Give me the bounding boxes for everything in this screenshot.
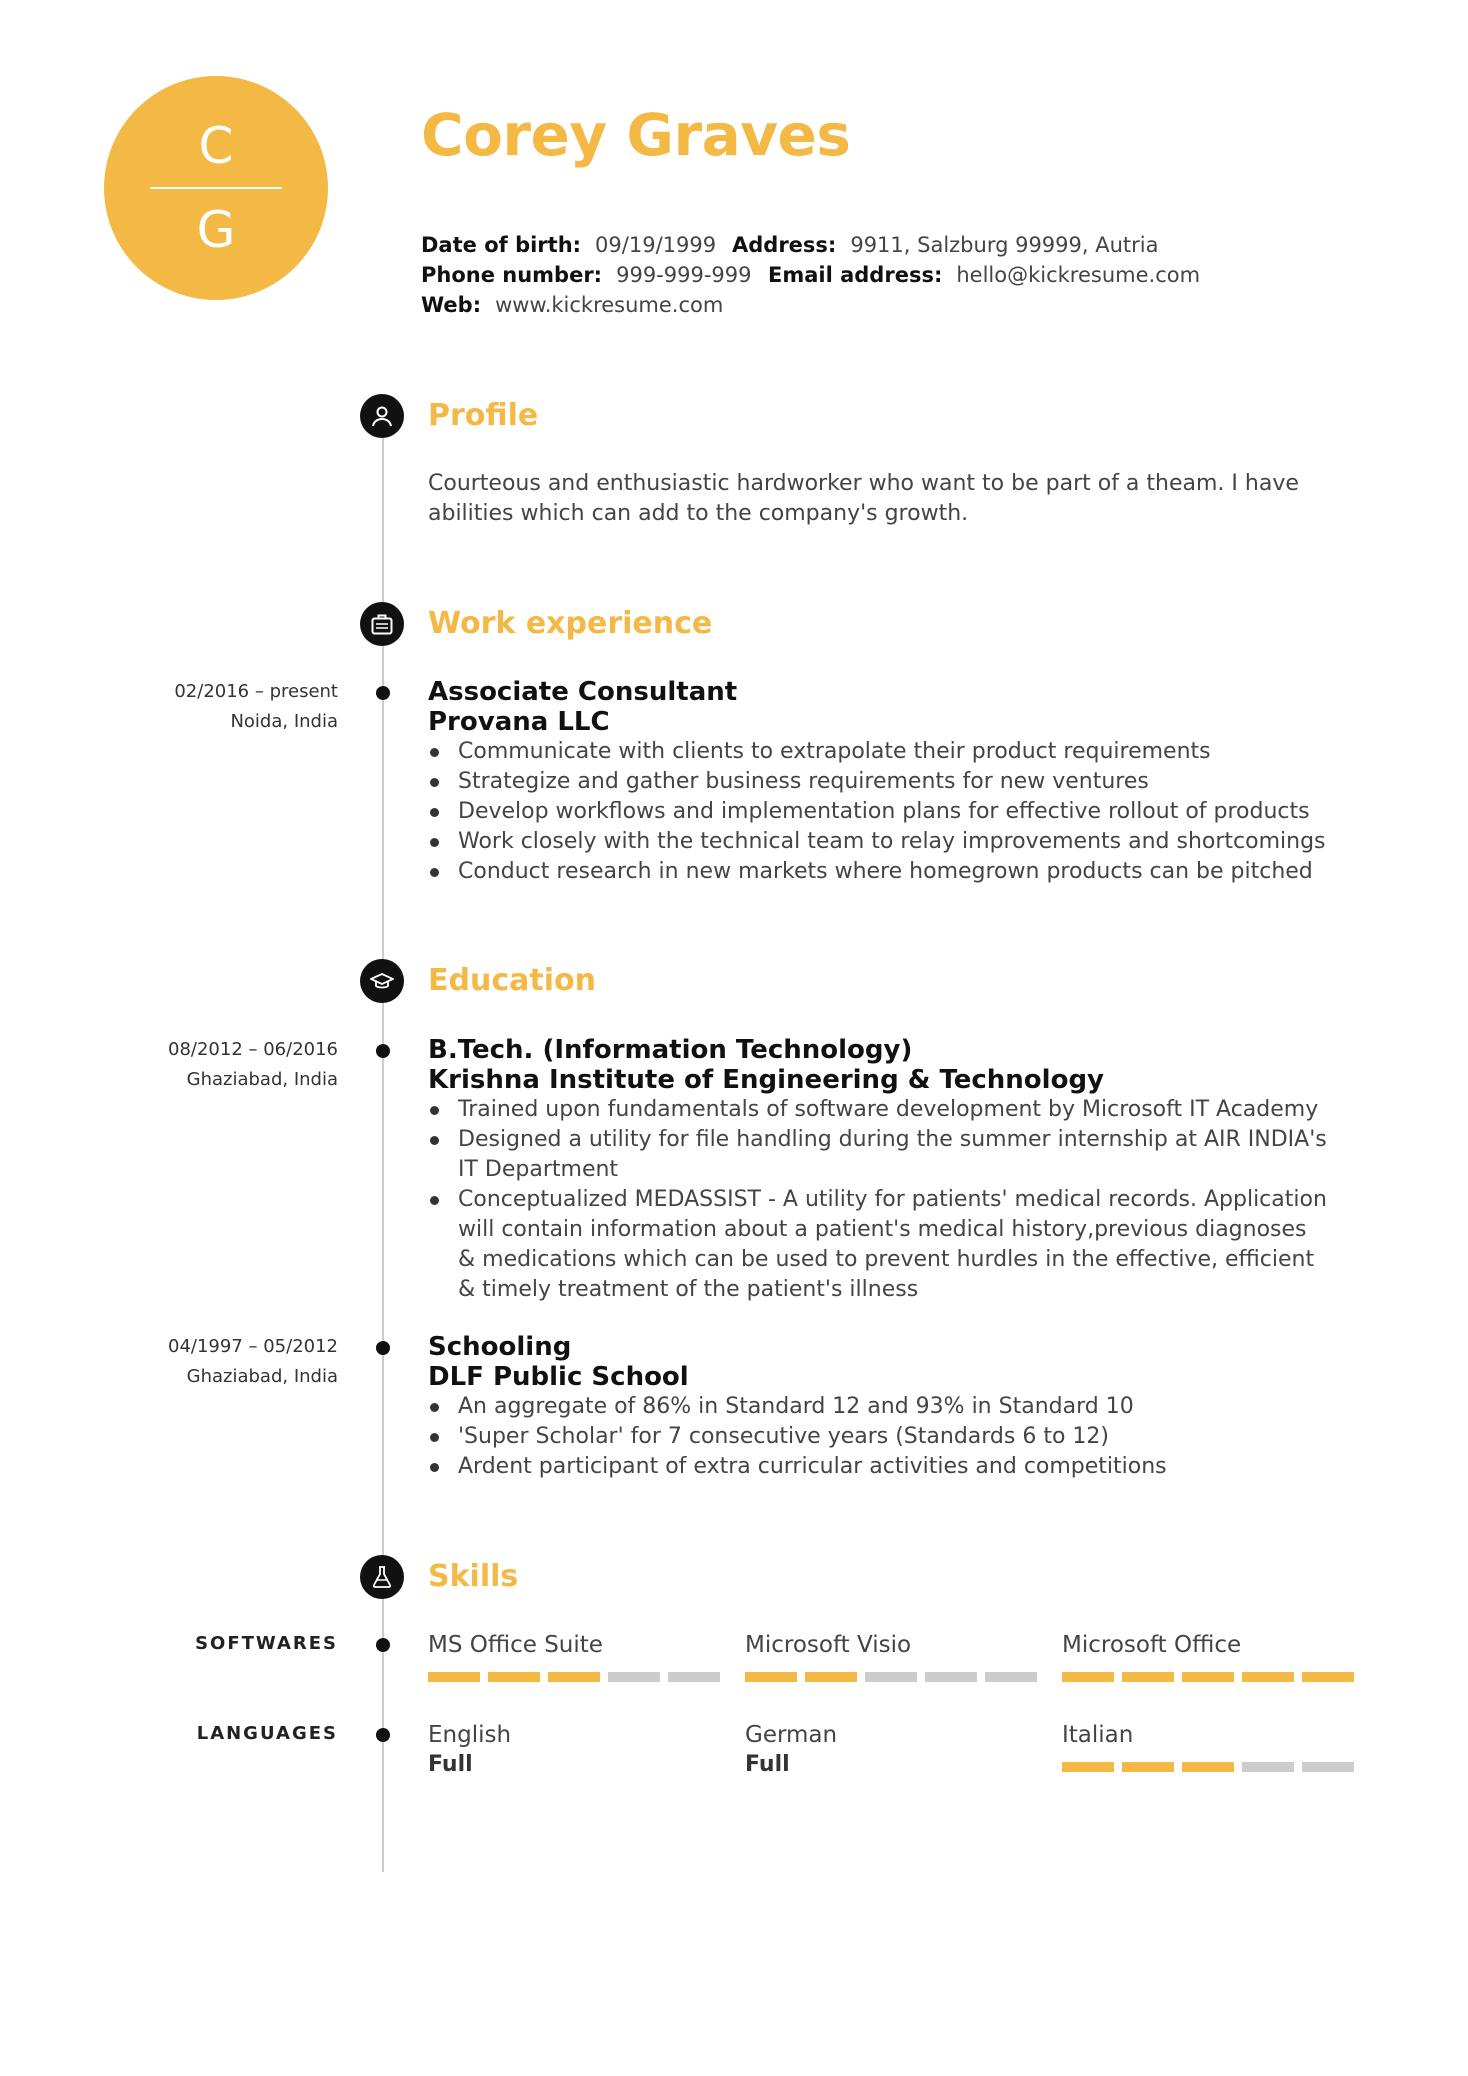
education-bullets xyxy=(428,1095,1328,1305)
skills-category-softwares: SOFTWARES xyxy=(195,1633,338,1654)
candidate-name: Corey Graves xyxy=(421,101,851,169)
work-dates: 02/2016 – present xyxy=(174,681,338,702)
education-institution: Krishna Institute of Engineering & Technology xyxy=(428,1065,1104,1095)
skill-name: Microsoft Visio xyxy=(745,1632,912,1658)
monogram-avatar xyxy=(104,76,328,300)
list-item: Designed a utility for file handling during the summer internship at AIR INDIA's IT Department xyxy=(428,1125,1328,1185)
education-institution: DLF Public School xyxy=(428,1362,689,1392)
section-title-skills: Skills xyxy=(428,1559,519,1594)
web-label: Web: xyxy=(421,293,482,317)
skill-level-segment xyxy=(1242,1762,1294,1772)
language-name: German xyxy=(745,1722,838,1748)
contact-dob xyxy=(421,230,716,260)
skill-level-bar xyxy=(1062,1672,1354,1682)
education-location: Ghaziabad, India xyxy=(186,1069,338,1090)
list-item: Work closely with the technical team to relay improvements and shortcomings xyxy=(428,827,1328,857)
address-label: Address: xyxy=(732,233,837,257)
language-level: Full xyxy=(745,1752,790,1777)
contact-phone xyxy=(421,260,752,290)
list-item: Communicate with clients to extrapolate their product requirements xyxy=(428,737,1328,767)
skill-level-segment xyxy=(1182,1762,1234,1772)
profile-summary: Courteous and enthusiastic hardworker who want to be part of a theam. I have abilities which can add to the company's growth. xyxy=(428,471,1299,526)
graduation-cap-icon xyxy=(360,959,404,1003)
work-bullets xyxy=(428,737,1328,887)
list-item: An aggregate of 86% in Standard 12 and 93% in Standard 10 xyxy=(428,1392,1328,1422)
skill-level-bar xyxy=(745,1672,1037,1682)
education-bullets xyxy=(428,1392,1328,1482)
education-degree: B.Tech. (Information Technology) xyxy=(428,1035,913,1065)
list-item: Strategize and gather business requirements for new ventures xyxy=(428,767,1328,797)
skill-level-segment xyxy=(1242,1672,1294,1682)
list-item: Conceptualized MEDASSIST - A utility for patients' medical records. Application will contain information about a patient's medical history,previous diagnoses & medications which can be used to prevent hurdles in the effective, efficient & timely treatment of the patient's illness xyxy=(428,1185,1328,1305)
skill-level-segment xyxy=(745,1672,797,1682)
skill-level-segment xyxy=(1062,1672,1114,1682)
skill-level-bar xyxy=(428,1672,720,1682)
work-organization: Provana LLC xyxy=(428,707,610,737)
section-title-profile: Profile xyxy=(428,398,539,433)
phone-value: 999-999-999 xyxy=(616,263,752,287)
education-dates: 08/2012 – 06/2016 xyxy=(168,1039,338,1060)
dob-label: Date of birth: xyxy=(421,233,582,257)
phone-label: Phone number: xyxy=(421,263,603,287)
contact-address xyxy=(732,230,1159,260)
list-item: Trained upon fundamentals of software development by Microsoft IT Academy xyxy=(428,1095,1328,1125)
skill-item xyxy=(428,1630,720,1682)
skill-level-segment xyxy=(805,1672,857,1682)
skill-level-segment xyxy=(865,1672,917,1682)
skill-level-segment xyxy=(985,1672,1037,1682)
skill-level-segment xyxy=(608,1672,660,1682)
skills-category-languages: LANGUAGES xyxy=(196,1723,338,1744)
skill-level-segment xyxy=(1302,1762,1354,1772)
section-title-work: Work experience xyxy=(428,606,713,641)
list-item: Conduct research in new markets where homegrown products can be pitched xyxy=(428,857,1328,887)
timeline-dot xyxy=(376,1341,390,1355)
timeline-dot xyxy=(376,1638,390,1652)
education-location: Ghaziabad, India xyxy=(186,1366,338,1387)
flask-icon xyxy=(360,1555,404,1599)
skill-name: Microsoft Office xyxy=(1062,1632,1242,1658)
skill-level-segment xyxy=(488,1672,540,1682)
work-location: Noida, India xyxy=(230,711,338,732)
skill-level-segment xyxy=(1122,1672,1174,1682)
contact-email xyxy=(768,260,1200,290)
education-degree: Schooling xyxy=(428,1332,572,1362)
skill-item xyxy=(1062,1630,1354,1682)
skill-level-segment xyxy=(1062,1762,1114,1772)
work-title: Associate Consultant xyxy=(428,677,738,707)
timeline-dot xyxy=(376,1044,390,1058)
language-name: Italian xyxy=(1062,1722,1134,1748)
address-value: 9911, Salzburg 99999, Autria xyxy=(850,233,1159,257)
skill-name: MS Office Suite xyxy=(428,1632,603,1658)
skill-level-segment xyxy=(1122,1762,1174,1772)
list-item: 'Super Scholar' for 7 consecutive years (Standards 6 to 12) xyxy=(428,1422,1328,1452)
email-link[interactable]: hello@kickresume.com xyxy=(956,263,1201,287)
dob-value: 09/19/1999 xyxy=(595,233,717,257)
monogram-divider xyxy=(150,187,282,189)
language-item xyxy=(1062,1720,1354,1772)
timeline-dot xyxy=(376,686,390,700)
monogram-last-initial: G xyxy=(196,201,236,259)
monogram-first-initial: C xyxy=(198,117,234,175)
language-item xyxy=(745,1720,837,1780)
list-item: Develop workflows and implementation plans for effective rollout of products xyxy=(428,797,1328,827)
skill-level-segment xyxy=(668,1672,720,1682)
language-level-bar xyxy=(1062,1762,1354,1772)
email-label: Email address: xyxy=(768,263,943,287)
skill-level-segment xyxy=(925,1672,977,1682)
language-name: English xyxy=(428,1722,512,1748)
skill-level-segment xyxy=(548,1672,600,1682)
briefcase-icon xyxy=(360,602,404,646)
skill-level-segment xyxy=(1302,1672,1354,1682)
section-title-education: Education xyxy=(428,963,596,998)
list-item: Ardent participant of extra curricular activities and competitions xyxy=(428,1452,1328,1482)
web-link[interactable]: www.kickresume.com xyxy=(495,293,724,317)
contact-web xyxy=(421,290,723,320)
language-item xyxy=(428,1720,511,1780)
language-level: Full xyxy=(428,1752,473,1777)
user-icon xyxy=(360,394,404,438)
skill-level-segment xyxy=(428,1672,480,1682)
skill-item xyxy=(745,1630,1037,1682)
timeline-dot xyxy=(376,1728,390,1742)
education-dates: 04/1997 – 05/2012 xyxy=(168,1336,338,1357)
skill-level-segment xyxy=(1182,1672,1234,1682)
